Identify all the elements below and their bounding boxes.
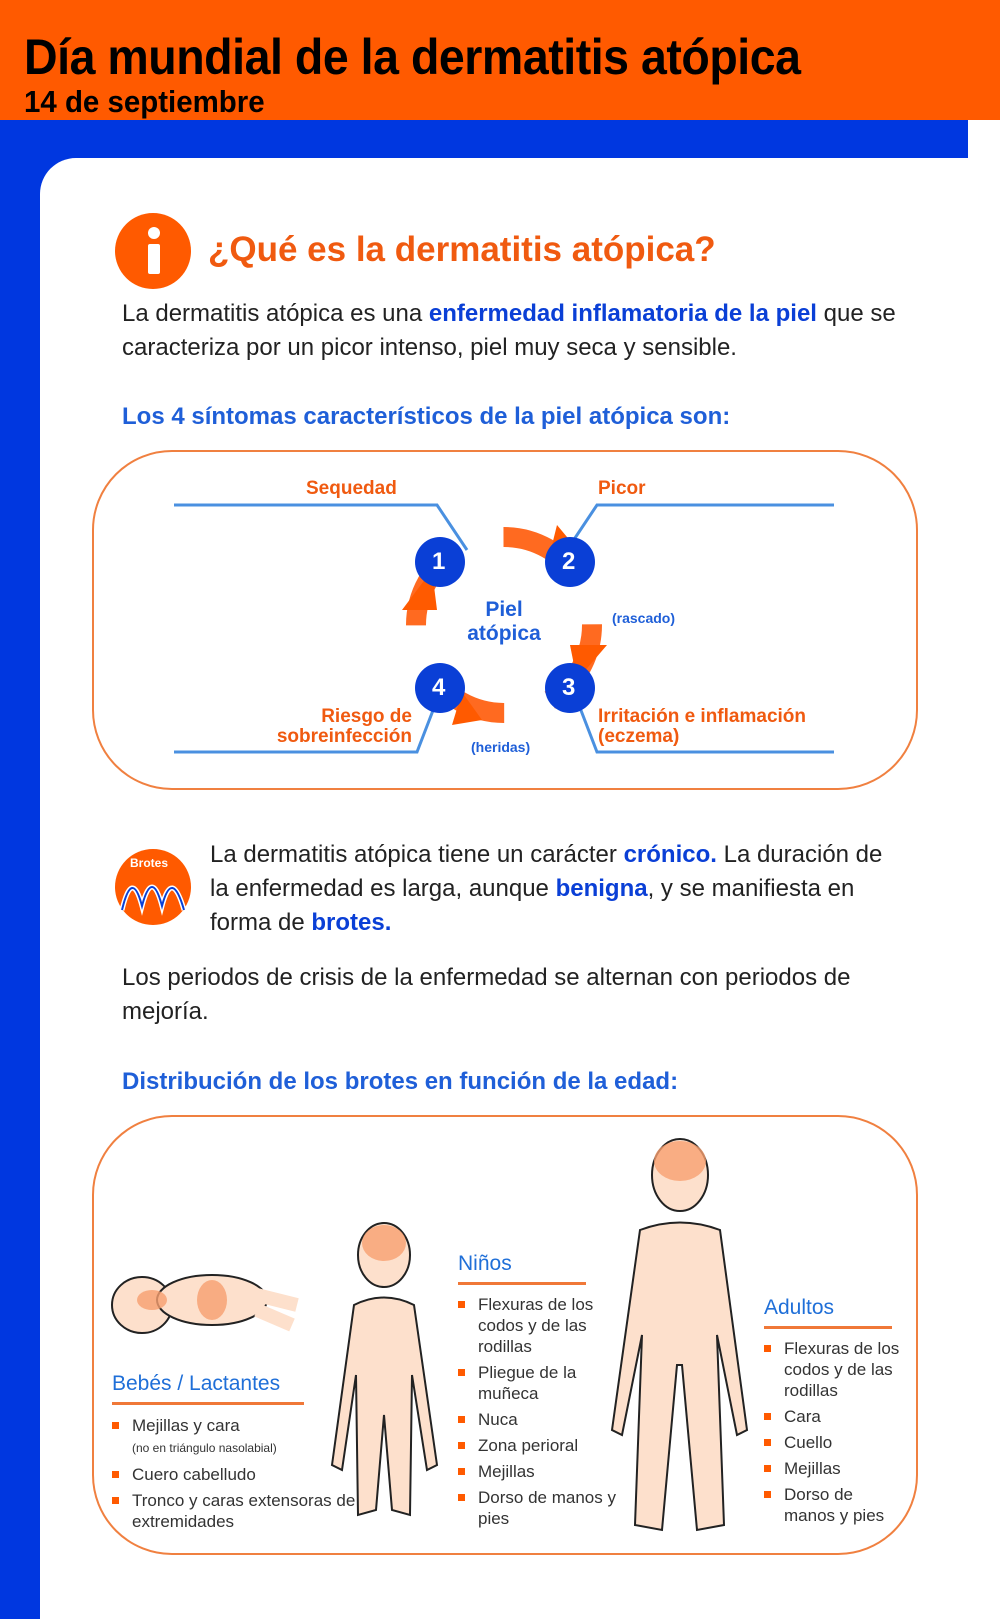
group-divider [458, 1282, 586, 1285]
distribution-heading: Distribución de los brotes en función de la edad: [122, 1068, 679, 1095]
chronic-paragraph: La dermatitis atópica tiene un carácter crónico. La duración de la enfermedad es larga, aunque benigna, y se manifiesta en forma de brotes. [210, 841, 883, 936]
note-heridas: (heridas) [471, 739, 531, 755]
intro-heading: ¿Qué es la dermatitis atópica? [208, 230, 716, 269]
intro-paragraph: La dermatitis atópica es una enfermedad inflamatoria de la piel que se caracteriza por un picor intenso, piel muy seca y sensible. [122, 300, 896, 361]
list-item: Mejillas [458, 1461, 623, 1482]
symptom-label-2: Picor [598, 478, 646, 499]
step-1-number: 1 [432, 548, 446, 575]
page-date: 14 de septiembre [24, 84, 265, 119]
babies-list [112, 1415, 362, 1537]
step-3-number: 3 [562, 674, 576, 701]
list-item: Zona perioral [458, 1435, 623, 1456]
list-item: Mejillas [764, 1458, 904, 1479]
group-title: Bebés / Lactantes [112, 1372, 281, 1395]
group-title: Adultos [764, 1296, 835, 1319]
group-title: Niños [458, 1252, 512, 1275]
list-item: Flexuras de los codos y de las rodillas [764, 1338, 904, 1401]
list-item: Dorso de manos y pies [764, 1484, 904, 1526]
group-children [458, 1252, 586, 1285]
info-icon [114, 212, 192, 290]
symptom-label-3: Irritación e inflamación (eczema) [598, 706, 806, 747]
symptoms-heading: Los 4 síntomas característicos de la piel atópica son: [122, 403, 731, 430]
list-item: Pliegue de la muñeca [458, 1362, 623, 1404]
list-item: Dorso de manos y pies [458, 1487, 623, 1529]
list-item: Flexuras de los codos y de las rodillas [458, 1294, 623, 1357]
list-item: Cuero cabelludo [112, 1464, 362, 1485]
symptom-label-4: Riesgo de sobreinfección [276, 706, 412, 747]
group-babies [112, 1372, 304, 1419]
group-divider [112, 1402, 304, 1405]
symptom-label-1: Sequedad [306, 478, 397, 499]
list-item: Nuca [458, 1409, 623, 1430]
crisis-paragraph: Los periodos de crisis de la enfermedad se alternan con periodos de mejoría. [122, 964, 851, 1025]
list-item: Mejillas y cara (no en triángulo nasolabial) [112, 1415, 362, 1459]
page-title: Día mundial de la dermatitis atópica [24, 29, 801, 85]
group-adults [764, 1296, 892, 1329]
brotes-icon-label: Brotes [130, 856, 169, 870]
list-item: Cuello [764, 1432, 904, 1453]
note-rascado: (rascado) [612, 610, 676, 626]
adults-list [764, 1338, 904, 1531]
step-2-number: 2 [562, 548, 576, 575]
group-divider [764, 1326, 892, 1329]
cycle-center-label: Piel atópica [467, 598, 541, 645]
list-item: Tronco y caras extensoras de extremidades [112, 1490, 362, 1532]
list-item: Cara [764, 1406, 904, 1427]
children-list [458, 1294, 623, 1534]
step-4-number: 4 [432, 674, 446, 701]
